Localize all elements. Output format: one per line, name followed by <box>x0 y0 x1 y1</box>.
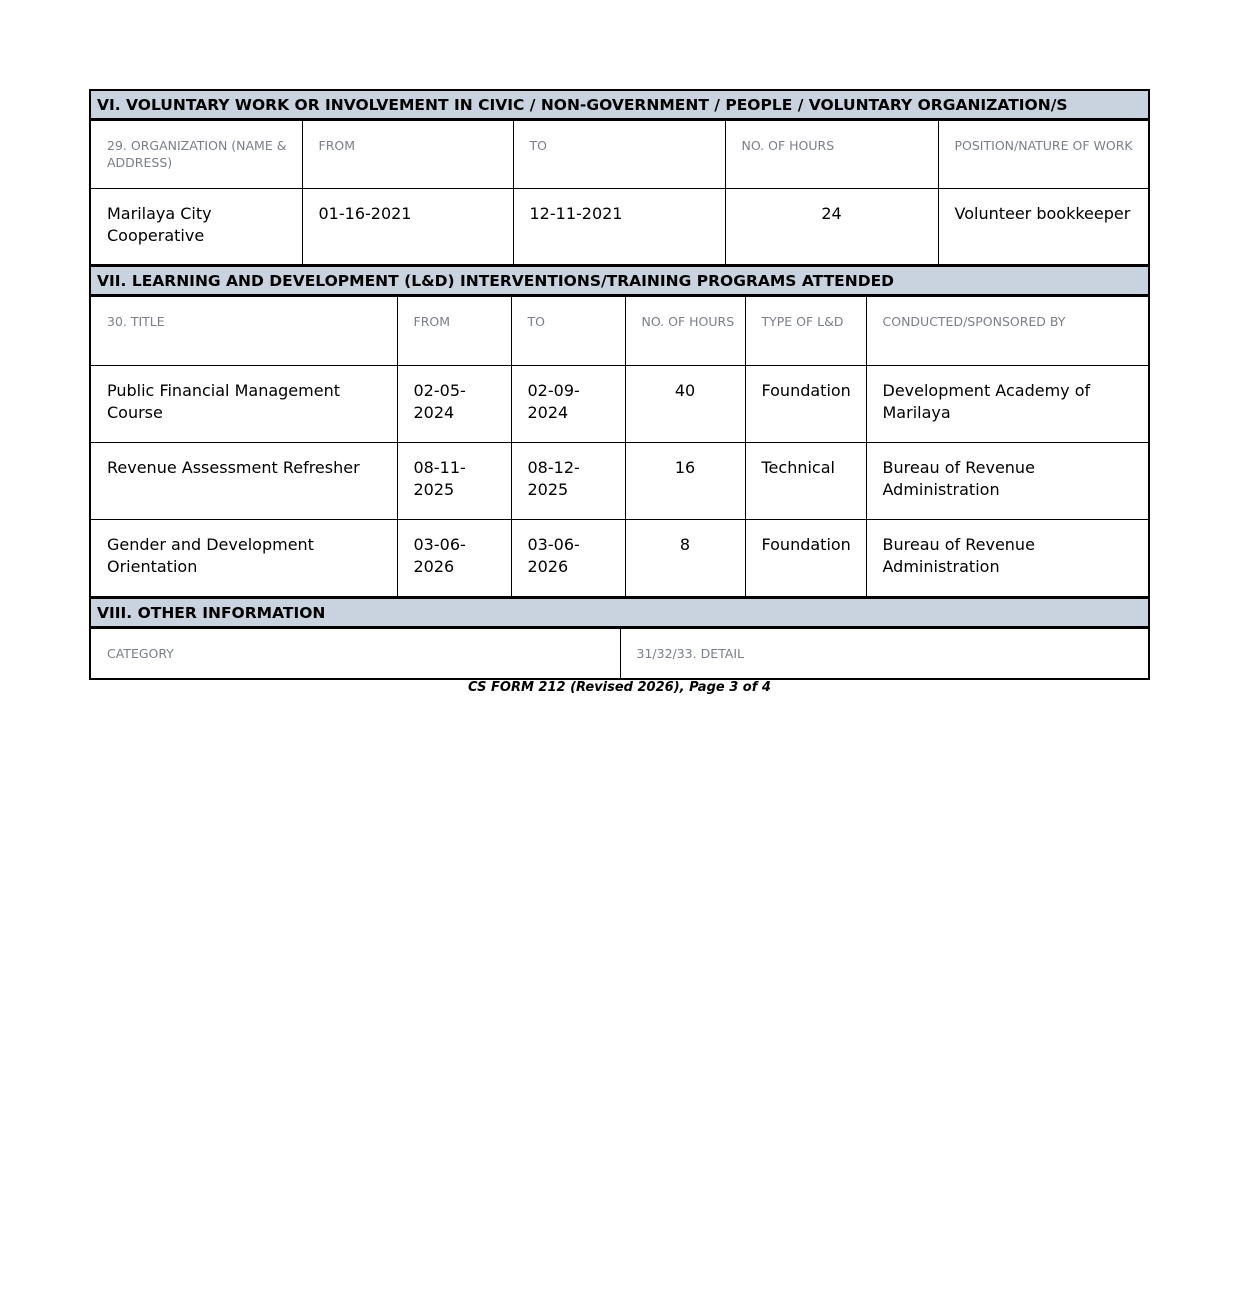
voluntary-work-table <box>91 121 1150 264</box>
column-header-position: POSITION/NATURE OF WORK <box>938 121 1150 188</box>
column-header-hours: NO. OF HOURS <box>625 297 745 365</box>
section-other-information-header: VIII. OTHER INFORMATION <box>91 596 1148 629</box>
table-header-row <box>91 629 1148 678</box>
column-header-to: TO <box>513 121 725 188</box>
table-header-row <box>91 297 1148 365</box>
training-title-field[interactable]: Public Financial Management Course <box>91 365 397 442</box>
column-header-organization: 29. ORGANIZATION (NAME & ADDRESS) <box>91 121 302 188</box>
other-information-table <box>91 629 1148 678</box>
column-header-from: FROM <box>302 121 513 188</box>
hours-field[interactable]: 24 <box>725 188 938 264</box>
to-date-field[interactable]: 02-09-2024 <box>511 365 625 442</box>
hours-field[interactable]: 16 <box>625 442 745 519</box>
section-voluntary-work-header: VI. VOLUNTARY WORK OR INVOLVEMENT IN CIVIC / NON-GOVERNMENT / PEOPLE / VOLUNTARY ORGANIZATION/S <box>91 91 1148 121</box>
section-learning-development-header: VII. LEARNING AND DEVELOPMENT (L&D) INTERVENTIONS/TRAINING PROGRAMS ATTENDED <box>91 264 1148 297</box>
form-footer: CS FORM 212 (Revised 2026), Page 3 of 4 <box>468 680 771 695</box>
from-date-field[interactable]: 01-16-2021 <box>302 188 513 264</box>
column-header-category: CATEGORY <box>91 629 620 678</box>
to-date-field[interactable]: 03-06-2026 <box>511 519 625 596</box>
column-header-type: TYPE OF L&D <box>745 297 866 365</box>
column-header-hours: NO. OF HOURS <box>725 121 938 188</box>
column-header-detail: 31/32/33. DETAIL <box>636 646 744 661</box>
pds-form-page <box>89 89 1150 680</box>
sponsor-field[interactable]: Bureau of Revenue Administration <box>866 442 1148 519</box>
type-field[interactable]: Technical <box>745 442 866 519</box>
column-header-sponsor: CONDUCTED/SPONSORED BY <box>866 297 1148 365</box>
column-header-title: 30. TITLE <box>91 297 397 365</box>
training-title-field[interactable]: Gender and Development Orientation <box>91 519 397 596</box>
hours-field[interactable]: 8 <box>625 519 745 596</box>
sponsor-field[interactable]: Development Academy of Marilaya <box>866 365 1148 442</box>
table-row <box>91 442 1148 519</box>
from-date-field[interactable]: 08-11-2025 <box>397 442 511 519</box>
to-date-field[interactable]: 12-11-2021 <box>513 188 725 264</box>
position-field[interactable]: Volunteer bookkeeper <box>954 203 1131 223</box>
table-row <box>91 519 1148 596</box>
sponsor-field[interactable]: Bureau of Revenue Administration <box>882 534 1035 576</box>
table-row <box>91 365 1148 442</box>
type-field[interactable]: Foundation <box>745 519 866 596</box>
organization-field[interactable]: Marilaya City Cooperative <box>91 188 302 264</box>
table-row <box>91 188 1150 264</box>
table-header-row <box>91 121 1150 188</box>
from-date-field[interactable]: 02-05-2024 <box>397 365 511 442</box>
column-header-from: FROM <box>397 297 511 365</box>
column-header-to: TO <box>511 297 625 365</box>
type-field[interactable]: Foundation <box>745 365 866 442</box>
hours-field[interactable]: 40 <box>625 365 745 442</box>
training-title-field[interactable]: Revenue Assessment Refresher <box>91 442 397 519</box>
from-date-field[interactable]: 03-06-2026 <box>397 519 511 596</box>
to-date-field[interactable]: 08-12-2025 <box>511 442 625 519</box>
learning-development-table <box>91 297 1148 596</box>
